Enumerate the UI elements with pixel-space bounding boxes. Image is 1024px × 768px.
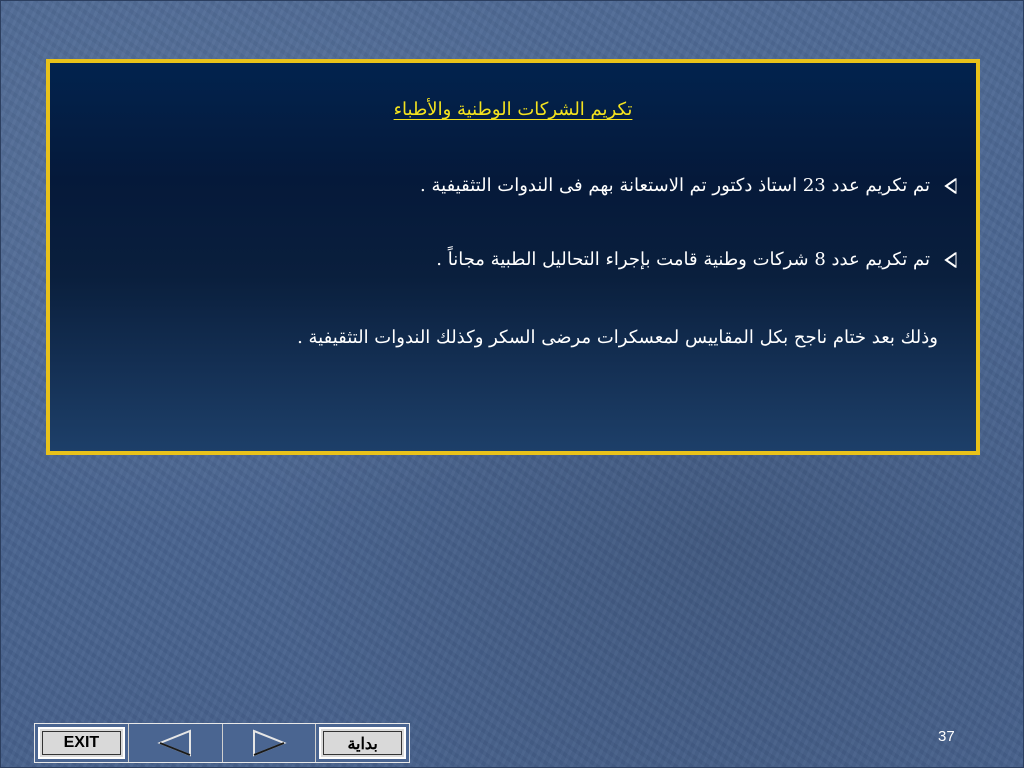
arrow-bullet-icon (942, 177, 960, 195)
start-label: بداية (347, 733, 378, 753)
next-button[interactable] (223, 724, 316, 762)
bullet-item-2 (436, 249, 960, 270)
exit-button[interactable] (38, 727, 125, 759)
start-button[interactable] (319, 727, 406, 759)
next-cell (223, 724, 317, 762)
navigation-bar (34, 723, 410, 763)
prev-cell (129, 724, 223, 762)
bullet-text-1: تم تكريم عدد 23 استاذ دكتور تم الاستعانة بهم فى الندوات التثقيفية . (420, 175, 930, 196)
bullet-text-2: تم تكريم عدد 8 شركات وطنية قامت بإجراء التحاليل الطبية مجاناً . (436, 249, 930, 270)
start-cell (316, 724, 409, 762)
exit-cell (35, 724, 129, 762)
exit-label: EXIT (63, 734, 100, 751)
page-number: 37 (938, 728, 955, 745)
triangle-right-icon (251, 729, 287, 757)
content-panel (46, 59, 980, 455)
previous-button[interactable] (129, 724, 222, 762)
slide-title: تكريم الشركات الوطنية والأطباء (393, 99, 633, 120)
closing-line: وذلك بعد ختام ناجح بكل المقاييس لمعسكرات مرضى السكر وكذلك الندوات التثقيفية . (297, 327, 938, 348)
arrow-bullet-icon (942, 251, 960, 269)
triangle-left-icon (157, 729, 193, 757)
bullet-item-1 (420, 175, 960, 196)
